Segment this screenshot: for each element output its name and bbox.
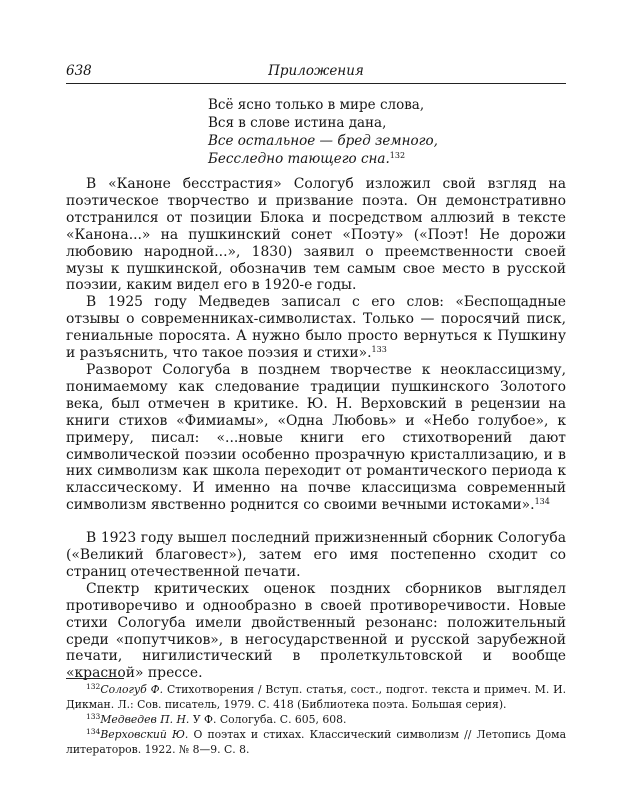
poem-line	[208, 150, 438, 168]
paragraph-gap	[66, 514, 566, 530]
footnote	[66, 682, 566, 712]
running-title: Приложения	[268, 63, 364, 79]
footnote-mark: 132	[86, 682, 101, 691]
footnote-mark: 133	[86, 712, 101, 721]
footnote-divider	[66, 678, 124, 679]
paragraph	[66, 530, 566, 581]
footnote-text: У Ф. Сологуба. С. 605, 608.	[192, 713, 347, 726]
paragraph	[66, 581, 566, 682]
poem-line-text: Бесследно тающего сна.	[208, 151, 390, 167]
paragraph	[66, 294, 566, 362]
paragraph-text: В 1925 году Медведев записал с его слов: «Беспощадные отзывы о современниках-символистах. Только — поросячий писк, гениальные поросята. А нужно было просто вернуться к Пушкину и разъяснить, что такое поэзия и стихи».	[66, 294, 566, 362]
poem-epigraph	[208, 96, 438, 168]
footnote-mark: 134	[86, 727, 101, 736]
paragraph	[66, 176, 566, 294]
poem-line-text: Все остальное — бред земного,	[208, 133, 438, 149]
footnote-author: Сологуб Ф.	[100, 683, 164, 696]
paragraph-text: В 1923 году вышел последний прижизненный сборник Сологуба («Великий благовест»), затем его имя постепенно сходит со страниц отечественной печати.	[66, 530, 566, 580]
page-number: 638	[66, 63, 92, 79]
paragraph-text: В «Каноне бесстрастия» Сологуб изложил свой взгляд на поэтическое творчество и призвание поэта. Он демонстративно отстранился от позиции Блока и посредством аллюзий в тексте «Канона...» на пушкинский сонет «Поэту» («Поэт! Не дорожи любовию народной...», 1830) заявил о преемственности своей музы к пушкинской, обозначив тем самым свое место в русской поэзии, каким видел его в 1920-е годы.	[66, 176, 566, 294]
footnote-text: Стихотворения / Вступ. статья, сост., подгот. текста и примеч. М. И. Дикман. Л.: Сов. писатель, 1979. С. 418 (Библиотека поэта. Большая серия).	[66, 683, 566, 711]
paragraph-text: Спектр критических оценок поздних сборников выглядел противоречиво и однообразно в своей противоречивости. Новые стихи Сологуба имели двойственный резонанс: положительный среди «попутчиков», в негосударственной и русской зарубежной печати, нигилистический в пролеткультовской и вообще «красной» прессе.	[66, 580, 566, 682]
footnote-ref: 134	[534, 497, 550, 507]
footnote	[66, 712, 566, 727]
paragraph	[66, 362, 566, 514]
footnotes	[66, 682, 566, 757]
page-header	[66, 61, 566, 84]
footnote	[66, 727, 566, 757]
poem-line-text: Всё ясно только в мире слова,	[208, 97, 425, 113]
poem-line	[208, 132, 438, 150]
footnote-ref: 133	[371, 345, 387, 355]
footnote-author: Медведев П. Н.	[100, 713, 190, 726]
footnote-author: Верховский Ю.	[100, 728, 189, 741]
poem-line-text: Вся в слове истина дана,	[208, 115, 387, 131]
paragraph-text: Разворот Сологуба в позднем творчестве к неоклассицизму, понимаемому как следование традиции пушкинского Золотого века, был отмечен в критике. Ю. Н. Верховский в рецензии на книги стихов «Фимиамы», «Одна Любовь» и «Небо голубое», к примеру, писал: «...новые книги его стихотворений дают символической поэзии особенно прозрачную кристаллизацию, и в них символизм как школа переходит от романтического периода к классическому. И именно на почве классицизма современный символизм явственно роднится со своими вечными истоками».	[66, 361, 566, 514]
main-text	[66, 176, 566, 682]
poem-line	[208, 96, 438, 114]
footnote-ref: 132	[389, 151, 406, 160]
footnote-text: О поэтах и стихах. Классический символизм // Летопись Дома литераторов. 1922. № 8—9. С. 8.	[66, 728, 567, 756]
poem-line	[208, 114, 438, 132]
